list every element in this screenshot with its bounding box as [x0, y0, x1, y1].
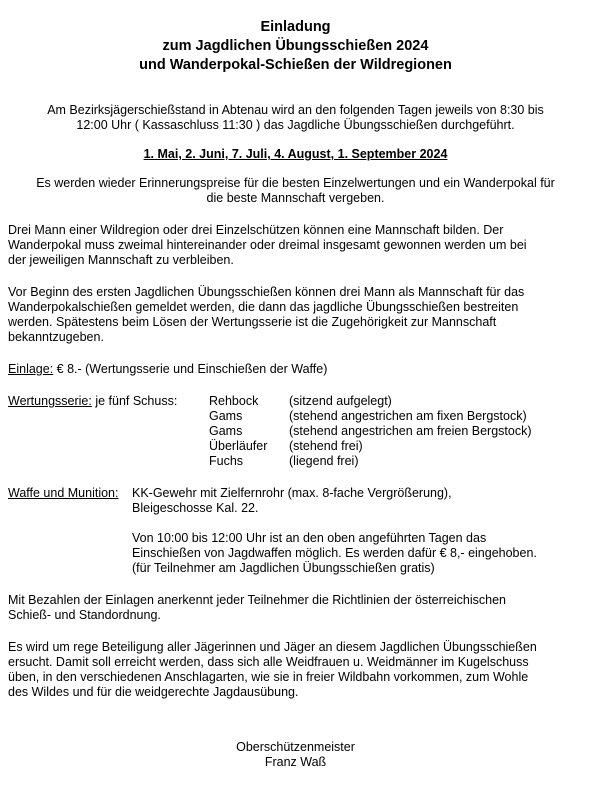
team-rules-line: Wanderpokal muss zweimal hintereinander oder dreimal insgesamt gewonnen werden um bei [8, 238, 527, 252]
closing-line: ersucht. Damit soll erreicht werden, dass sich alle Weidfrauen u. Weidmänner im Kugelschuss [8, 655, 529, 669]
waffe-heading [8, 486, 132, 576]
team-rules-paragraph [8, 223, 583, 268]
guidelines-line: Mit Bezahlen der Einlagen anerkennt jeder Teilnehmer die Richtlinien der österreichischen [8, 593, 506, 607]
signature-title: Oberschützenmeister [236, 740, 355, 754]
intro-paragraph [8, 103, 583, 133]
closing-line: Es wird um rege Beteiligung aller Jägerinnen und Jäger an diesem Jagdlichen Übungsschießen [8, 640, 537, 654]
target-name: Fuchs [209, 454, 244, 468]
waffe-section [8, 486, 583, 576]
target-position: (liegend frei) [289, 454, 359, 468]
event-dates: 1. Mai, 2. Juni, 7. Juli, 4. August, 1. September 2024 [143, 147, 448, 161]
intro-line-2: 12:00 Uhr ( Kassaschluss 11:30 ) das Jagdliche Übungsschießen durchgeführt. [76, 118, 515, 132]
closing-paragraph [8, 640, 583, 700]
target-position: (stehend angestrichen am freien Bergstock) [289, 424, 532, 438]
waffe-line-1: KK-Gewehr mit Zielfernrohr (max. 8-fache Vergrößerung), [132, 486, 452, 500]
target-name: Gams [209, 409, 243, 423]
team-rules-line: Drei Mann einer Wildregion oder drei Einzelschützen können eine Mannschaft bilden. Der [8, 223, 504, 237]
waffe-label: Waffe und Munition: [8, 486, 119, 500]
target-name: Gams [209, 424, 243, 438]
guidelines-paragraph [8, 593, 583, 623]
heading-line-1: Einladung [260, 19, 331, 35]
registration-line: Wanderpokalschießen gemeldet werden, die dann das jagdliche Übungsschießen bestreiten [8, 300, 519, 314]
registration-line: werden. Spätestens beim Lösen der Wertungsserie ist die Zugehörigkeit zur Mannschaft [8, 315, 497, 329]
waffe-note-line: Einschießen von Jagdwaffen möglich. Es werden dafür € 8,- eingehoben. [132, 546, 537, 560]
einlage-line [8, 362, 583, 377]
einlage-text: € 8.- (Wertungsserie und Einschießen der Waffe) [53, 362, 328, 376]
wertungsserie-heading [8, 394, 209, 469]
document-heading [8, 18, 583, 75]
heading-line-2: zum Jagdlichen Übungsschießen 2024 [162, 38, 429, 54]
registration-paragraph [8, 285, 583, 345]
heading-line-3: und Wanderpokal-Schießen der Wildregionen [139, 57, 452, 73]
prizes-paragraph [8, 176, 583, 206]
wertungsserie-label: Wertungsserie: [8, 394, 92, 408]
intro-line-1: Am Bezirksjägerschießstand in Abtenau wird an den folgenden Tagen jeweils von 8:30 bis [47, 103, 544, 117]
wertungsserie-suffix: je fünf Schuss: [91, 394, 178, 408]
target-position: (stehend frei) [289, 439, 363, 453]
wertungsserie-targets [209, 394, 532, 469]
team-rules-line: der jeweiligen Mannschaft zu verbleiben. [8, 253, 234, 267]
target-name: Rehbock [209, 394, 259, 408]
waffe-line-2: Bleigeschosse Kal. 22. [132, 501, 259, 515]
registration-line: Vor Beginn des ersten Jagdlichen Übungsschießen können drei Mann als Mannschaft für das [8, 285, 525, 299]
closing-line: üben, in den verschiedenen Anschlagarten, wie sie in freier Wildbahn vorkommen, zum Wohle [8, 670, 529, 684]
prizes-line-2: die beste Mannschaft vergeben. [206, 191, 385, 205]
guidelines-line: Schieß- und Standordnung. [8, 608, 161, 622]
wertungsserie-section [8, 394, 583, 469]
invitation-document [8, 18, 583, 770]
signature-block [8, 740, 583, 770]
waffe-details [132, 486, 583, 576]
target-name: Überläufer [209, 439, 268, 453]
target-position: (stehend angestrichen am fixen Bergstock) [289, 409, 527, 423]
signature-name: Franz Waß [264, 755, 327, 769]
prizes-line-1: Es werden wieder Erinnerungspreise für die besten Einzelwertungen und ein Wanderpokal für [36, 176, 555, 190]
registration-line: bekanntzugeben. [8, 330, 104, 344]
target-position: (sitzend aufgelegt) [289, 394, 392, 408]
waffe-note-line: (für Teilnehmer am Jagdlichen Übungsschießen gratis) [132, 561, 435, 575]
einlage-label: Einlage: [8, 362, 54, 376]
waffe-note-line: Von 10:00 bis 12:00 Uhr ist an den oben angeführten Tagen das [132, 531, 487, 545]
closing-line: des Wildes und für die weidgerechte Jagdausübung. [8, 685, 299, 699]
